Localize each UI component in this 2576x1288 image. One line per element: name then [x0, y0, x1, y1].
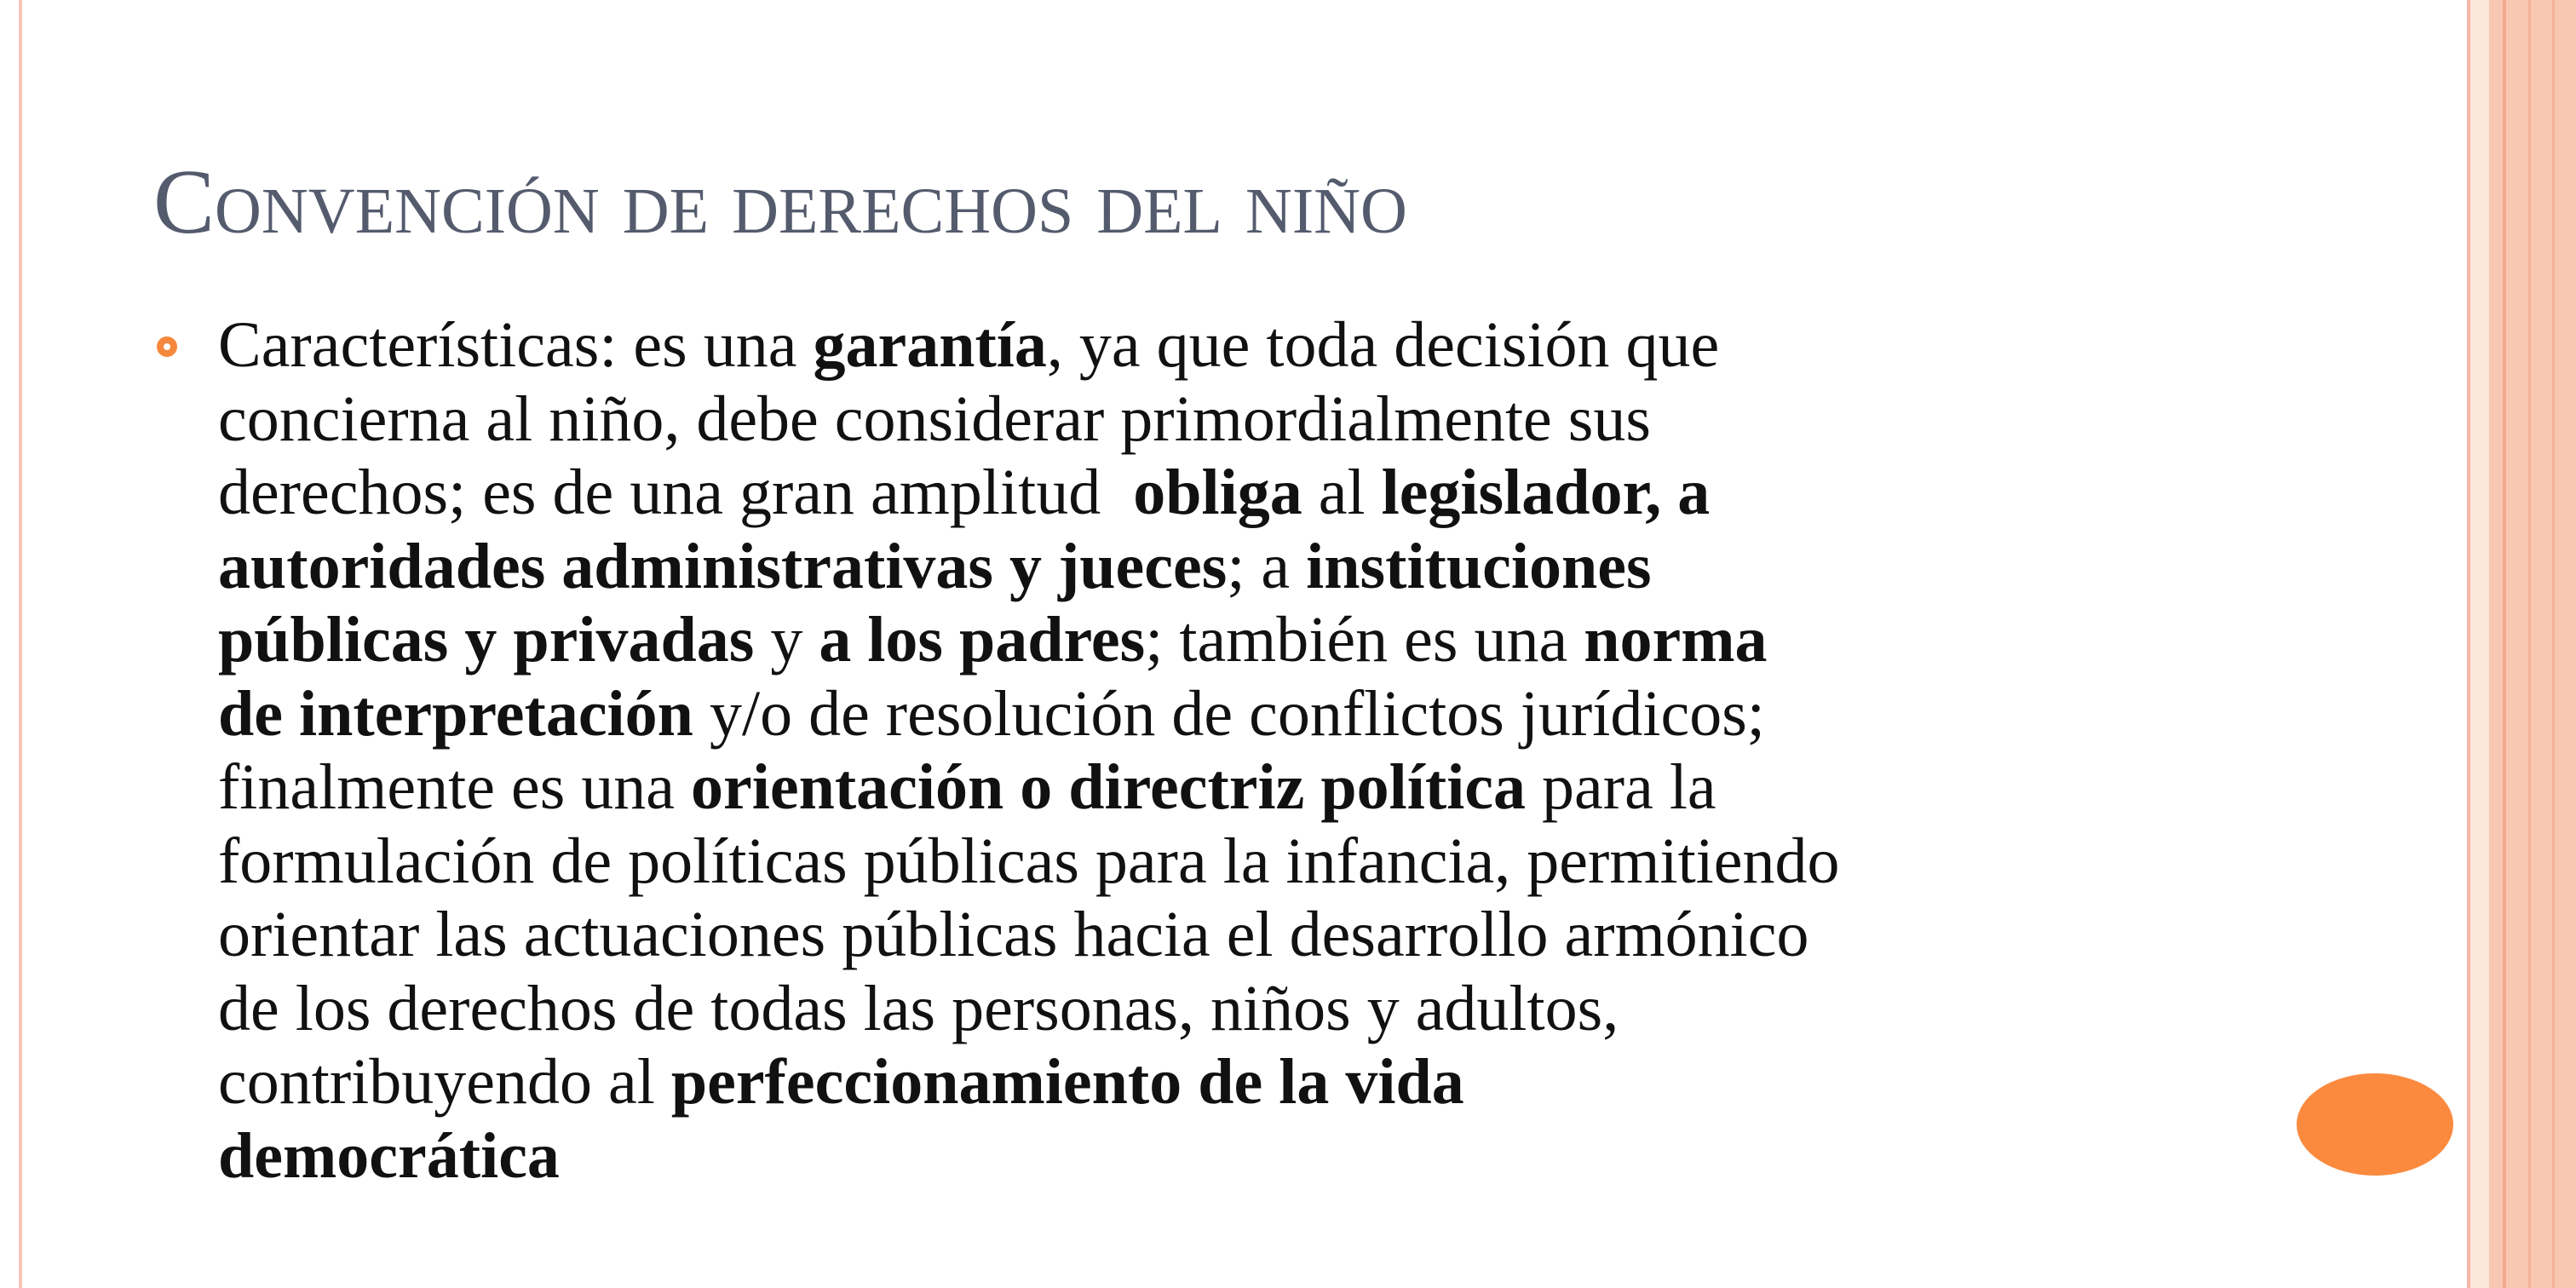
left-border-rule — [19, 0, 22, 1288]
paragraph-line — [218, 825, 2263, 899]
side-band-stripe — [2528, 0, 2531, 1288]
side-band-light — [2470, 0, 2489, 1288]
emphasized-text: norma — [1584, 604, 1768, 676]
side-band-stripe — [2467, 0, 2470, 1288]
circle-bullet-icon — [157, 336, 177, 357]
emphasized-text: perfeccionamiento de la vida — [670, 1046, 1464, 1118]
paragraph-line — [218, 1119, 2263, 1193]
paragraph-line — [218, 530, 2263, 604]
decorative-orange-oval — [2297, 1073, 2453, 1176]
side-band-stripe — [2503, 0, 2506, 1288]
text-run: Características: es una — [218, 309, 814, 381]
emphasized-text: autoridades administrativas y jueces — [218, 530, 1228, 602]
text-run: concierna al niño, debe considerar primordialmente sus — [218, 382, 1651, 455]
text-run: y — [754, 604, 819, 676]
emphasized-text: obliga — [1133, 457, 1302, 528]
side-band-stripe — [2552, 0, 2555, 1288]
paragraph-line — [218, 898, 2263, 972]
paragraph-line — [218, 750, 2263, 825]
paragraph-line — [218, 382, 2263, 457]
emphasized-text: instituciones — [1306, 530, 1652, 602]
paragraph-line — [218, 677, 2263, 751]
text-run: ; a — [1227, 530, 1307, 602]
text-run: de los derechos de todas las personas, niños y adultos, — [218, 972, 1619, 1044]
emphasized-text: democrática — [218, 1119, 560, 1192]
bullet-paragraph — [218, 308, 2263, 1193]
emphasized-text: legislador, a — [1381, 457, 1711, 528]
paragraph-line — [218, 1045, 2263, 1119]
emphasized-text: públicas y privadas — [218, 604, 755, 676]
emphasized-text: a los padres — [819, 604, 1146, 676]
text-run: ; también es una — [1145, 604, 1584, 676]
emphasized-text: garantía — [813, 309, 1047, 381]
text-run: derechos; es de una gran amplitud — [218, 457, 1134, 528]
emphasized-text: de interpretación — [218, 677, 693, 750]
text-run: orientar las actuaciones públicas hacia el desarrollo armónico — [218, 899, 1809, 970]
text-run: finalmente es una — [218, 751, 692, 823]
text-run: para la — [1526, 751, 1716, 823]
text-run: , ya que toda decisión que — [1046, 309, 1720, 381]
paragraph-line — [218, 456, 2263, 530]
slide-title: Convención de derechos del niño — [153, 152, 1407, 253]
emphasized-text: orientación o directriz política — [691, 751, 1527, 823]
paragraph-line — [218, 972, 2263, 1046]
text-run: y/o de resolución de conflictos jurídicos; — [693, 677, 1765, 750]
text-run: formulación de políticas públicas para la infancia, permitiendo — [218, 825, 1840, 897]
text-run: contribuyendo al — [218, 1046, 671, 1118]
paragraph-line — [218, 603, 2263, 677]
paragraph-line — [218, 308, 2263, 382]
text-run: al — [1302, 457, 1382, 528]
